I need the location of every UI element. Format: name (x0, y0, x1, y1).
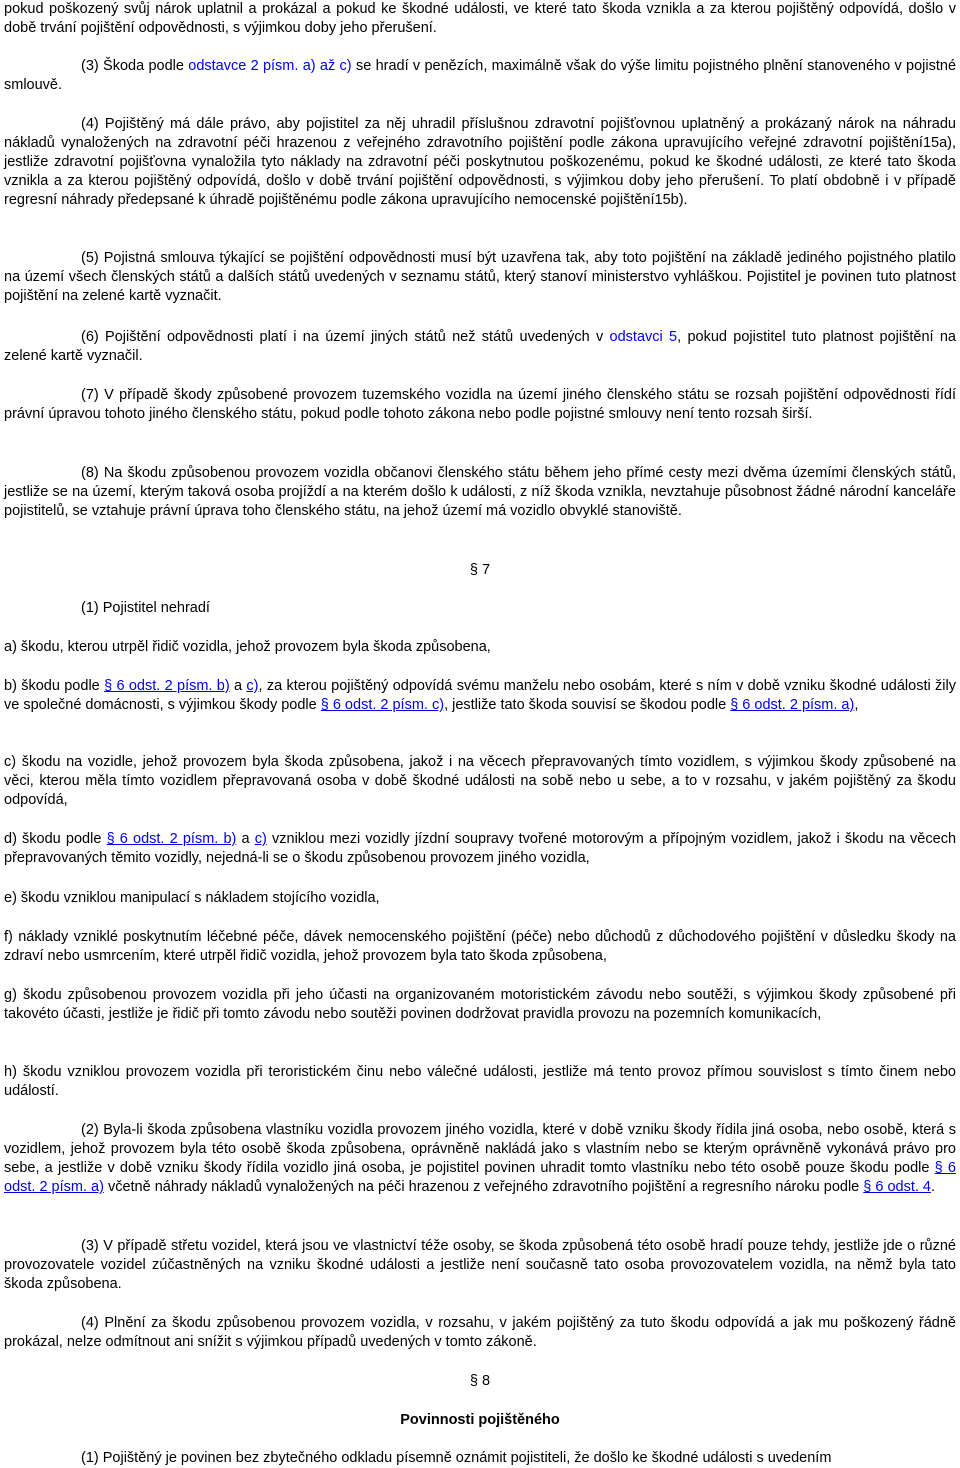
paragraph-continuation: pokud poškozený svůj nárok uplatnil a prokázal a pokud ke škodné události, ve které tato škoda vznikla a za kterou pojištěný odpovídá, došlo v době trvání pojištění odpovědnosti, s výjimkou doby jeho přerušení. (4, 1, 956, 36)
paragraph-4: (4) Pojištěný má dále právo, aby pojistitel za něj uhradil příslušnou zdravotní pojišťovnou uplatněný a prokázaný nárok na náhradu nákladů vynaložených na zdravotní péči hrazenou z veřejného zdravotního pojištění podle zákona upravujícího veřejné zdravotní pojištění15a), jestliže zdravotní pojišťovna vynaložila tyto náklady na zdravotní péči poskytnutou poškozenému, pokud ke škodné události, ze které tato škoda vznikla a za kterou pojištěný odpovídá, došlo v době trvání pojištění odpovědnosti, s výjimkou doby jeho přerušení. To platí obdobně i v případě regresní náhrady předepsané k úhradě pojištěnému podle zákona upravujícího nemocenské pojištění15b). (4, 116, 956, 208)
item-d: d) škodu podle § 6 odst. 2 písm. b) a c) vzniklou mezi vozidly jízdní soupravy tvořené motorovým a přípojným vozidlem, jakož i škodu na věcech přepravovaných těmito vozidly, nejedná-li se o škodu způsobenou provozem jiného vozidla, (4, 831, 957, 866)
link-6-4[interactable]: § 6 odst. 4 (863, 1179, 931, 1195)
link-odstavci-5[interactable]: odstavci 5 (609, 329, 678, 345)
item-g: g) škodu způsobenou provozem vozidla při jeho účasti na organizovaném motoristickém závodu nebo soutěži, s výjimkou škody způsobené při takovéto účasti, jestliže je řidič při tomto závodu nebo soutěži povinen dodržovat pravidla provozu na pozemních komunikacích, (4, 987, 956, 1022)
item-a: a) škodu, kterou utrpěl řidič vozidla, jehož provozem byla škoda způsobena, (4, 639, 491, 655)
link-a-az-c[interactable]: a) až c) (302, 58, 352, 74)
item-f: f) náklady vzniklé poskytnutím léčebné péče, dávek nemocenského pojištění (péče) nebo důchodů z důchodového pojištění v důsledku škody na zdraví nebo usmrcením, které utrpěl řidič vozidla, jehož provozem byla tato škoda způsobena, (4, 929, 956, 964)
section-8-paragraph-1: (1) Pojištěný je povinen bez zbytečného odkladu písemně oznámit pojistiteli, že došlo ke škodné události s uvedením (81, 1450, 832, 1466)
paragraph-8: (8) Na škodu způsobenou provozem vozidla občanovi členského státu během jeho přímé cesty mezi dvěma územími členských států, jestliže se na území, kterým taková osoba projíždí a na kterém došlo k události, z níž škoda vznikla, nevztahuje působnost žádné národní kanceláře pojistitelů, se vztahuje právní úprava toho členského státu, na jehož území má vozidlo obvyklé stanoviště. (4, 465, 956, 519)
section-7-heading: § 7 (469, 562, 491, 578)
section-7-paragraph-1: (1) Pojistitel nehradí (81, 600, 210, 616)
link-6-2-a[interactable]: § 6 odst. 2 písm. a) (730, 697, 855, 713)
link-6-2-a-p2[interactable]: § 6 odst. 2 písm. a) (4, 1160, 956, 1195)
link-6-2-b[interactable]: § 6 odst. 2 písm. b) (104, 678, 230, 694)
link-c-d[interactable]: c) (254, 831, 267, 847)
section-7-paragraph-3: (3) V případě střetu vozidel, která jsou ve vlastnictví téže osoby, se škoda způsobená této osobě hradí pouze tehdy, jestliže jde o různé provozovatele vozidel zúčastněných na vzniku škodné události a jestliže není současně tato osoba provozovatelem vozidla, na němž byla tato škoda způsobena. (4, 1238, 956, 1292)
link-c[interactable]: c) (246, 678, 259, 694)
paragraph-6: (6) Pojištění odpovědnosti platí i na území jiných států než států uvedených v odstavci 5, pokud pojistitel tuto platnost pojištění na zelené kartě vyznačil. (4, 329, 956, 364)
item-h: h) škodu vzniklou provozem vozidla při teroristickém činu nebo válečné události, jestliže má tento provoz přímou souvislost s tímto činem nebo událostí. (4, 1064, 956, 1099)
paragraph-7: (7) V případě škody způsobené provozem tuzemského vozidla na území jiného členského státu se rozsah pojištění odpovědnosti řídí právní úpravou tohoto jiného členského státu, pokud podle tohoto zákona nebo podle pojistné smlouvy není tento rozsah širší. (4, 387, 956, 422)
link-odstavce-2[interactable]: odstavce 2 písm. (188, 58, 299, 74)
item-b: b) škodu podle § 6 odst. 2 písm. b) a c), za kterou pojištěný odpovídá svému manželu nebo osobám, které s ním v době vzniku škodné události žily ve společné domácnosti, s výjimkou škody podle § 6 odst. 2 písm. c), jestliže tato škoda souvisí se škodou podle § 6 odst. 2 písm. a), (4, 678, 956, 713)
section-7-paragraph-4: (4) Plnění za škodu způsobenou provozem vozidla, v rozsahu, v jakém pojištěný za tuto škodu odpovídá a jak mu poškozený řádně prokázal, nelze odmítnout ani snížit s výjimkou případů uvedených v tomto zákoně. (4, 1315, 956, 1350)
paragraph-3: (3) Škoda podle odstavce 2 písm. a) až c) se hradí v penězích, maximálně však do výše limitu pojistného plnění stanoveného v pojistné smlouvě. (4, 58, 957, 93)
paragraph-5: (5) Pojistná smlouva týkající se pojištění odpovědnosti musí být uzavřena tak, aby toto pojištění na základě jediného pojistného platilo na území všech členských států a dalších států uvedených v seznamu států, který stanoví ministerstvo vyhláškou. Pojistitel je povinen tuto platnost pojištění na zelené kartě vyznačit. (4, 250, 956, 304)
section-7-paragraph-2: (2) Byla-li škoda způsobena vlastníku vozidla provozem jiného vozidla, které v době vzniku škody řídila jiná osoba, nebo osobě, která s vozidlem, jehož provozem byla této osobě škoda způsobena, oprávněně nakládá jako s vlastním nebo se kterým oprávněně vykonává právo pro sebe, a jestliže v době vzniku škody řídila vozidlo jiná osoba, je pojistitel povinen uhradit tomto vlastníku nebo této osobě pouze škodu podle § 6 odst. 2 písm. a) včetně náhrady nákladů vynaložených na péči hrazenou z veřejného zdravotního pojištění a regresního nároku podle § 6 odst. 4. (4, 1122, 956, 1195)
section-8-title: Povinnosti pojištěného (400, 1412, 560, 1428)
link-6-2-c[interactable]: § 6 odst. 2 písm. c) (320, 697, 445, 713)
item-c: c) škodu na vozidle, jehož provozem byla škoda způsobena, jakož i na věcech přepravovaných tímto vozidlem, s výjimkou škody způsobené na věci, kterou měla tímto vozidlem přepravovaná osoba v době škodné události na sobě nebo u sebe, a to v rozsahu, v jakém pojištěný za škodu odpovídá, (4, 754, 956, 808)
section-8-heading: § 8 (469, 1373, 491, 1389)
link-6-2-b-d[interactable]: § 6 odst. 2 písm. b) (106, 831, 237, 847)
item-e: e) škodu vzniklou manipulací s nákladem stojícího vozidla, (4, 890, 380, 906)
